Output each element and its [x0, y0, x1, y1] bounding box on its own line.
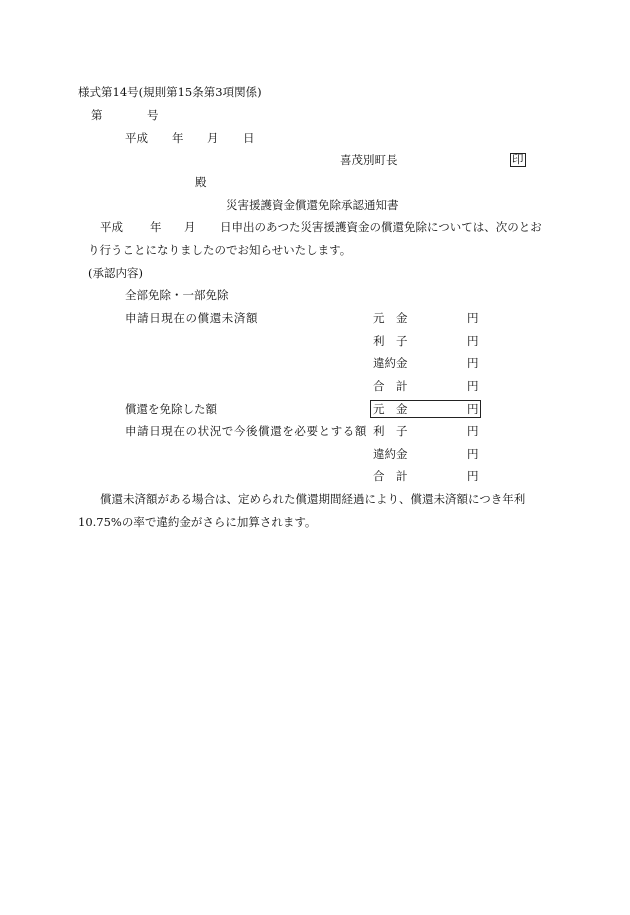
future-item: 利 子 — [373, 424, 408, 438]
exempted-label: 償還を免除した額 — [125, 402, 217, 416]
exempted-unit: 円 — [467, 402, 479, 416]
body-month: 月 — [184, 220, 196, 234]
addressee-honorific: 殿 — [195, 175, 207, 189]
unpaid-item: 合 計 — [373, 379, 408, 393]
body-line2: り行うことになりましたのでお知らせいたします。 — [88, 243, 352, 257]
unpaid-item: 利 子 — [373, 334, 408, 348]
future-item: 違約金 — [373, 447, 408, 461]
unpaid-label: 申請日現在の償還未済額 — [125, 311, 259, 325]
date-era: 平成 — [125, 131, 148, 145]
note-line1: 償還未済額がある場合は、定められた償還期間経過により、償還未済額につき年利 — [100, 492, 526, 506]
body-year: 年 — [150, 220, 162, 234]
future-unit: 円 — [467, 469, 479, 483]
date-day: 日 — [243, 131, 255, 145]
note-line2: 10.75%の率で違約金がさらに加算されます。 — [78, 515, 317, 529]
unpaid-item: 違約金 — [373, 356, 408, 370]
approval-header: (承認内容) — [88, 266, 143, 280]
future-item: 合 計 — [373, 469, 408, 483]
unpaid-unit: 円 — [467, 379, 479, 393]
unpaid-unit: 円 — [467, 334, 479, 348]
body-line1: 日申出のあつた災害援護資金の償還免除については、次のとお — [220, 220, 542, 234]
issuer-title: 喜茂別町長 — [340, 153, 398, 167]
unpaid-unit: 円 — [467, 311, 479, 325]
future-label: 申請日現在の状況で今後償還を必要とする額 — [125, 424, 367, 438]
unpaid-item: 元 金 — [373, 311, 408, 325]
unpaid-unit: 円 — [467, 356, 479, 370]
number-prefix: 第 — [91, 108, 103, 122]
seal-mark: 印 — [512, 152, 524, 166]
exemption-type: 全部免除・一部免除 — [125, 288, 229, 302]
exempted-item: 元 金 — [373, 402, 408, 416]
exempted-amount-box — [370, 400, 481, 418]
date-year: 年 — [172, 131, 184, 145]
body-era: 平成 — [100, 220, 123, 234]
form-header: 様式第14号(規則第15条第3項関係) — [78, 85, 262, 99]
future-unit: 円 — [467, 424, 479, 438]
number-suffix: 号 — [147, 108, 159, 122]
future-unit: 円 — [467, 447, 479, 461]
doc-title: 災害援護資金償還免除承認通知書 — [226, 198, 399, 212]
date-month: 月 — [207, 131, 219, 145]
